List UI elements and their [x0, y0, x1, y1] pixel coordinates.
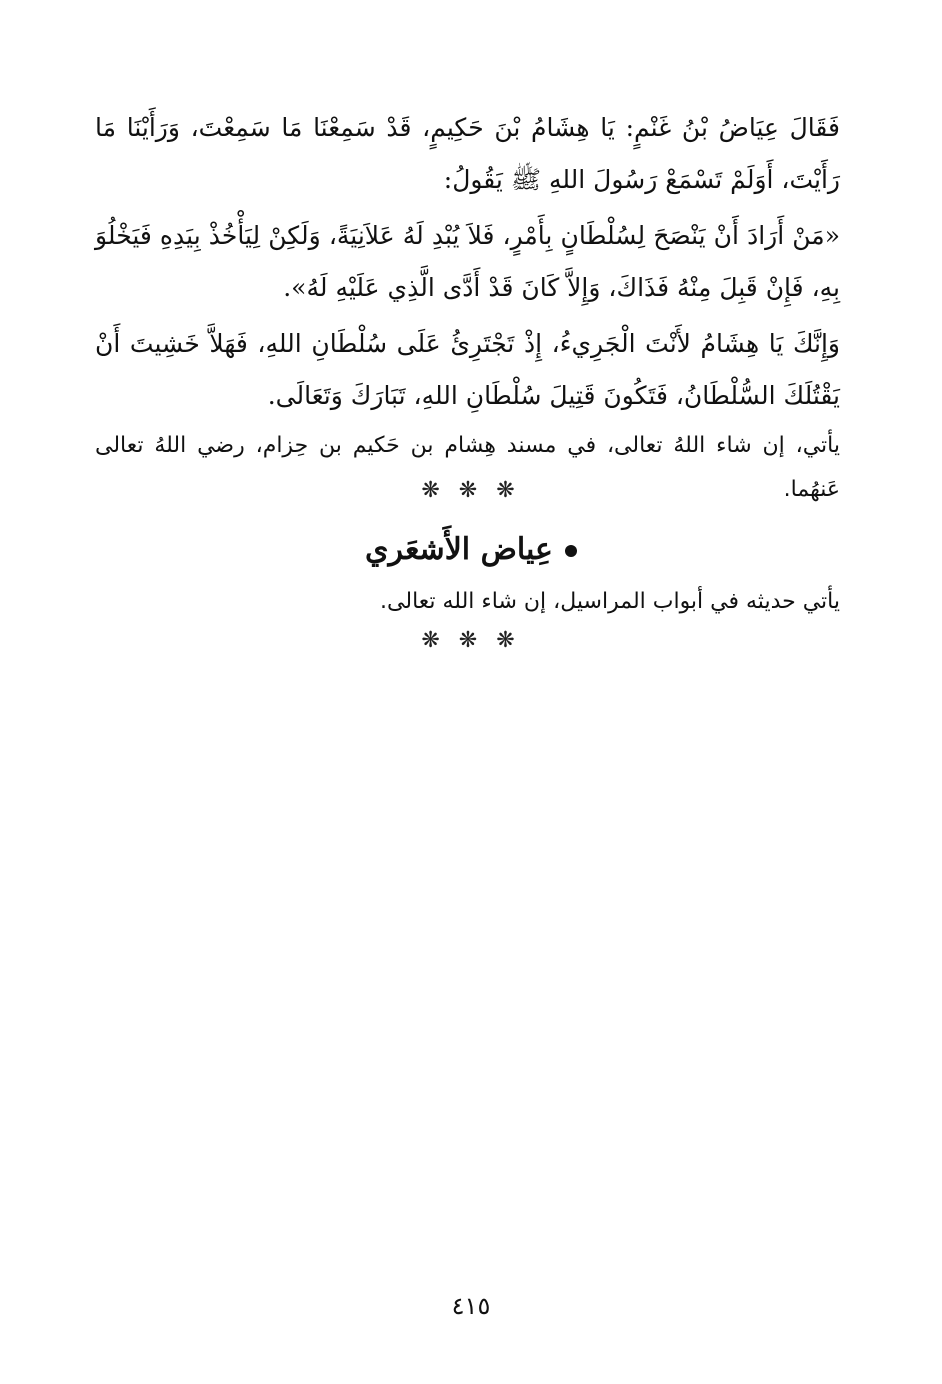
paragraph-iyad-response: فَقَالَ عِيَاضُ بْنُ غَنْمٍ: يَا هِشَامُ بْنَ حَكِيمٍ، قَدْ سَمِعْنَا مَا سَمِعْتَ، وَرَأَيْنَا مَا رَأَيْتَ، أَوَلَمْ تَسْمَعْ رَسُولَ اللهِ ﷺ يَقُولُ:	[95, 113, 840, 194]
section-body: يأتي حديثه في أبواب المراسيل، إن شاء الله تعالى.	[380, 589, 840, 614]
paragraph-rebuke: وَإِنَّكَ يَا هِشَامُ لأَنْتَ الْجَرِيءُ، إِذْ تَجْتَرِئُ عَلَى سُلْطَانِ اللهِ، فَهَلاَّ خَشِيتَ أَنْ يَقْتُلَكَ السُّلْطَانُ، فَتَكُونَ قَتِيلَ سُلْطَانِ اللهِ، تَبَارَكَ وَتَعَالَى.	[95, 329, 840, 410]
paragraph-reference-note: يأتي، إن شاء اللهُ تعالى، في مسند هِشام بن حَكيم بن حِزام، رضي اللهُ تعالى عَنهُما.	[95, 433, 840, 502]
section-separator: ❋ ❋ ❋	[421, 478, 521, 503]
paragraph-hadith-quote: «مَنْ أَرَادَ أَنْ يَنْصَحَ لِسُلْطَانٍ بِأَمْرٍ، فَلاَ يُبْدِ لَهُ عَلاَنِيَةً، وَلَكِنْ لِيَأْخُذْ بِيَدِهِ فَيَخْلُوَ بِهِ، فَإِنْ قَبِلَ مِنْهُ فَذَاكَ، وَإِلاَّ كَانَ قَدْ أَدَّى الَّذِي عَلَيْهِ لَهُ».	[95, 221, 840, 302]
page-number: ٤١٥	[451, 1292, 491, 1320]
section-heading-text: عِياض الأَشعَري	[365, 532, 553, 567]
bullet-icon	[565, 545, 577, 557]
section-heading	[0, 528, 942, 572]
section-separator: ❋ ❋ ❋	[421, 628, 521, 653]
